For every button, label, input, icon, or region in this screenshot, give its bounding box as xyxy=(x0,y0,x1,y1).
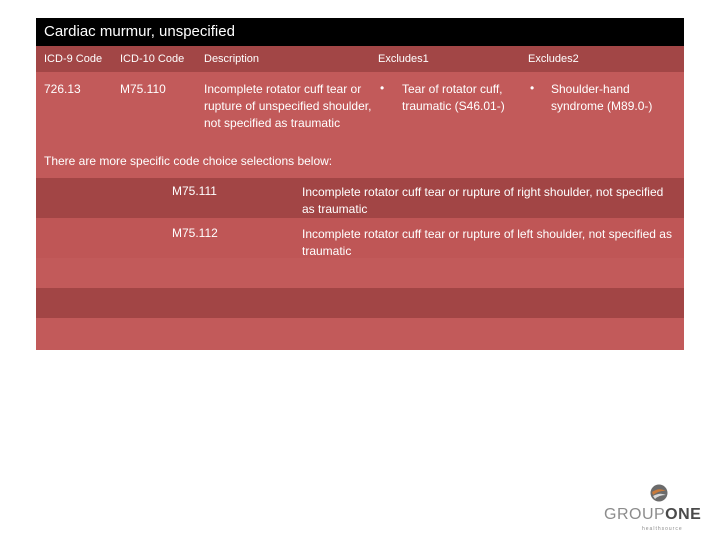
header-icd10: ICD-10 Code xyxy=(120,53,185,65)
excludes1-bullet: • xyxy=(380,81,385,95)
code-description: Incomplete rotator cuff tear or rupture of unspecified shoulder, not specified as traumatic xyxy=(204,82,372,130)
icd10-code: M75.110 xyxy=(120,82,166,96)
groupone-logo xyxy=(600,484,718,532)
code-table xyxy=(36,46,684,350)
sub-code-description: Incomplete rotator cuff tear or rupture of right shoulder, not specified as traumatic xyxy=(302,185,664,216)
header-excludes1: Excludes1 xyxy=(378,53,429,65)
logo-wordmark: GROUPONE xyxy=(604,506,702,523)
sub-code: M75.111 xyxy=(172,184,217,198)
excludes2-bullet: • xyxy=(530,81,535,95)
slide-title: Cardiac murmur, unspecified xyxy=(36,18,684,46)
sub-code: M75.112 xyxy=(172,226,218,240)
empty-row xyxy=(36,288,684,318)
logo-swirl-icon xyxy=(650,484,668,502)
header-excludes2: Excludes2 xyxy=(528,53,579,65)
section-note: There are more specific code choice selections below: xyxy=(44,154,333,168)
empty-row xyxy=(36,318,684,350)
logo-tagline: healthsource xyxy=(642,526,683,532)
header-icd9: ICD-9 Code xyxy=(44,53,103,65)
excludes2-text: Shoulder-hand syndrome (M89.0-) xyxy=(551,82,653,113)
empty-row xyxy=(36,258,684,288)
header-description: Description xyxy=(204,53,260,65)
icd9-code: 726.13 xyxy=(44,82,81,96)
sub-code-description: Incomplete rotator cuff tear or rupture of left shoulder, not specified as traumatic xyxy=(302,227,672,258)
excludes1-text: Tear of rotator cuff, traumatic (S46.01-) xyxy=(402,82,505,113)
